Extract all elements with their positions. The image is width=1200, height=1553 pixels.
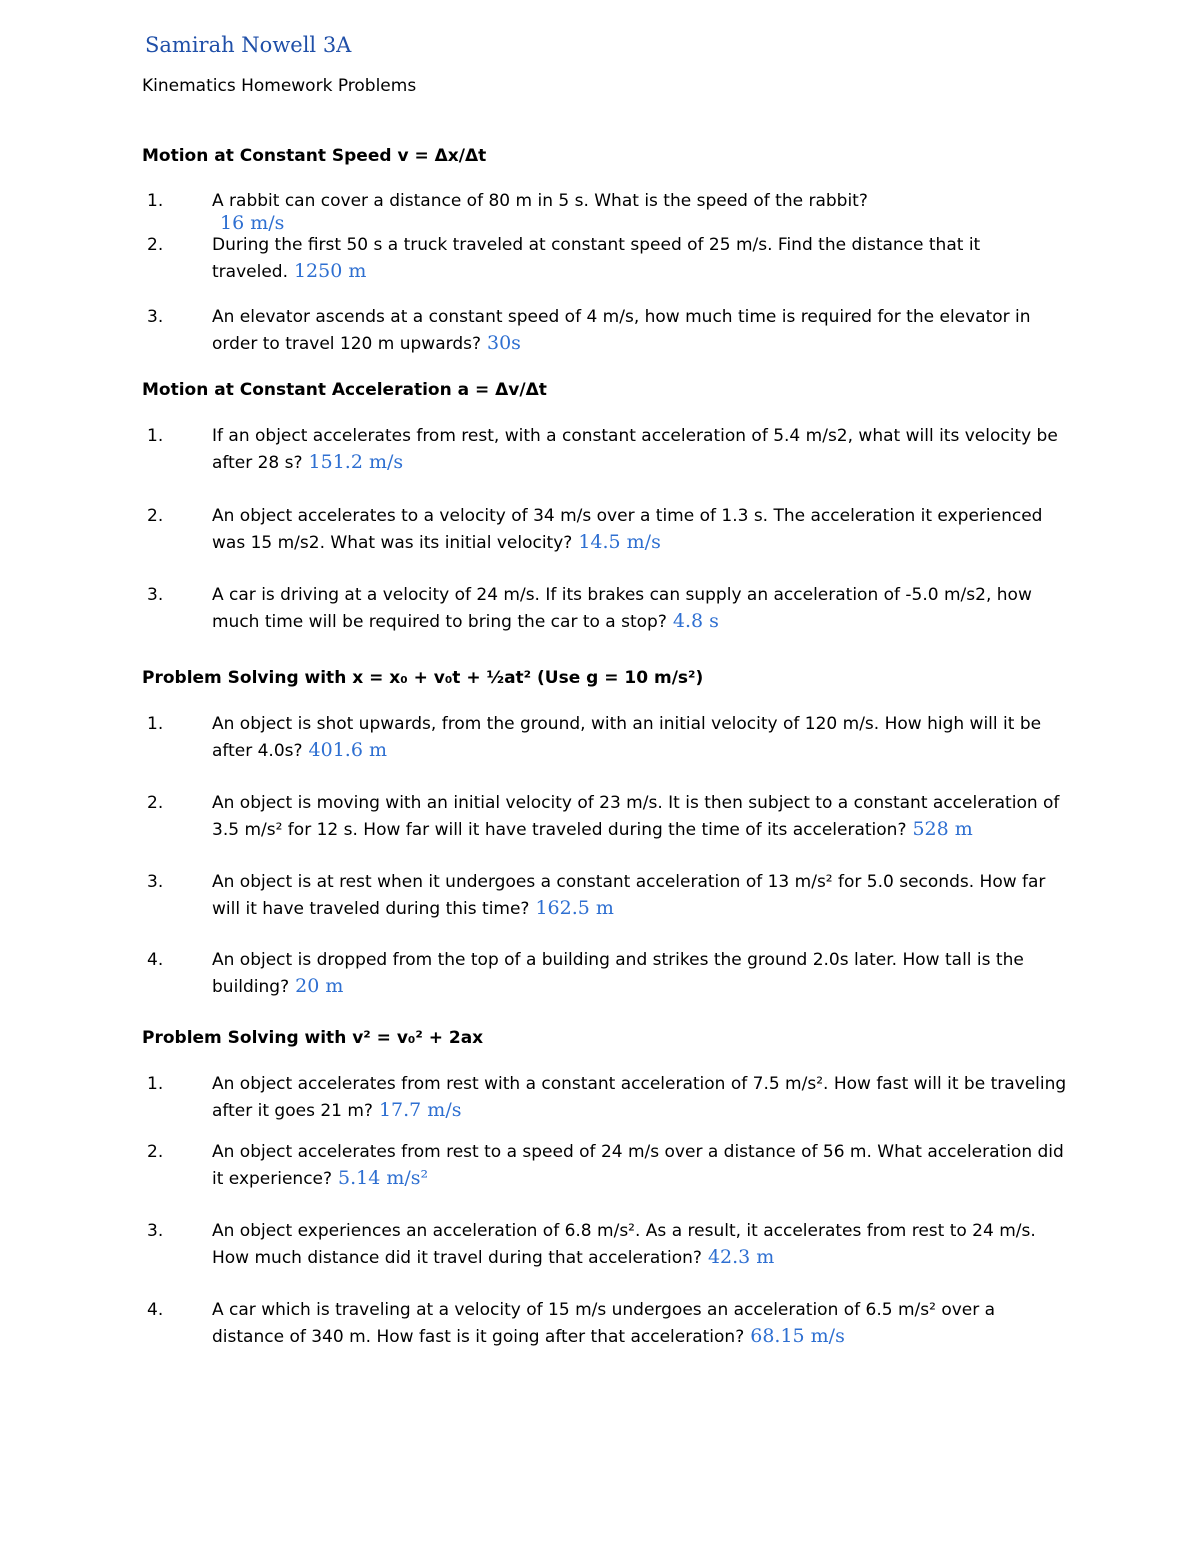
problem-text: An object accelerates from rest to a speed of 24 m/s over a distance of 56 m. What acceleration did it experience? <box>212 1142 1064 1189</box>
problem-number: 1. <box>147 426 164 446</box>
problem-text: An elevator ascends at a constant speed of 4 m/s, how much time is required for the elevator in order to travel 120 m upwards? <box>212 307 1031 354</box>
problem-text: A rabbit can cover a distance of 80 m in 5 s. What is the speed of the rabbit? <box>212 191 868 211</box>
handwritten-answer: 17.7 m/s <box>378 1099 462 1121</box>
section-heading-velocity-squared-equation: Problem Solving with v² = v₀² + 2ax <box>142 1028 484 1048</box>
handwritten-answer: 401.6 m <box>308 739 387 761</box>
problem-text: A car is driving at a velocity of 24 m/s. If its brakes can supply an acceleration of -5.0 m/s2, how much time will be required to bring the car to a stop? <box>212 585 1032 632</box>
problem-text: An object experiences an acceleration of 6.8 m/s². As a result, it accelerates from rest to 24 m/s. How much distance did it travel during that acceleration? <box>212 1221 1036 1268</box>
problem-text: An object is moving with an initial velocity of 23 m/s. It is then subject to a constant acceleration of 3.5 m/s² for 12 s. How far will it have traveled during the time of its acceleration? <box>212 793 1060 840</box>
handwritten-answer: 4.8 s <box>672 610 719 632</box>
handwritten-answer: 42.3 m <box>707 1246 775 1268</box>
problem-number: 3. <box>147 1221 164 1241</box>
problem-item <box>142 423 1072 476</box>
problem-text: An object accelerates from rest with a constant acceleration of 7.5 m/s². How fast will it be traveling after it goes 21 m? <box>212 1074 1067 1121</box>
problem-text: An object is at rest when it undergoes a constant acceleration of 13 m/s² for 5.0 seconds. How far will it have traveled during this time? <box>212 872 1046 919</box>
problem-number: 3. <box>147 307 164 327</box>
problem-text: During the first 50 s a truck traveled at constant speed of 25 m/s. Find the distance that it traveled. <box>212 235 981 282</box>
problem-number: 2. <box>147 506 164 526</box>
student-name: Samirah Nowell 3A <box>145 33 352 57</box>
problem-number: 2. <box>147 1142 164 1162</box>
problem-number: 4. <box>147 950 164 970</box>
handwritten-answer: 30s <box>487 332 521 354</box>
handwritten-answer: 162.5 m <box>535 897 614 919</box>
problem-item <box>142 947 1072 1000</box>
problem-item <box>142 1297 1072 1350</box>
problem-item <box>142 232 1072 285</box>
problem-item <box>142 1218 1072 1271</box>
handwritten-answer: 151.2 m/s <box>308 451 404 473</box>
handwritten-answer: 528 m <box>912 818 973 840</box>
handwritten-answer: 1250 m <box>293 260 367 282</box>
problem-number: 1. <box>147 714 164 734</box>
section-heading-constant-acceleration: Motion at Constant Acceleration a = Δv/Δt <box>142 380 547 400</box>
problem-text: An object accelerates to a velocity of 34 m/s over a time of 1.3 s. The acceleration it experienced was 15 m/s2. What was its initial velocity? <box>212 506 1043 553</box>
problem-text: An object is dropped from the top of a building and strikes the ground 2.0s later. How tall is the building? <box>212 950 1024 997</box>
problem-number: 1. <box>147 1074 164 1094</box>
handwritten-answer: 5.14 m/s² <box>338 1167 429 1189</box>
handwritten-answer: 68.15 m/s <box>750 1325 845 1347</box>
problem-number: 3. <box>147 872 164 892</box>
problem-number: 2. <box>147 793 164 813</box>
problem-item <box>142 711 1072 764</box>
problem-text: If an object accelerates from rest, with a constant acceleration of 5.4 m/s2, what will its velocity be after 28 s? <box>212 426 1058 473</box>
problem-number: 4. <box>147 1300 164 1320</box>
section-heading-constant-speed: Motion at Constant Speed v = Δx/Δt <box>142 146 487 166</box>
problem-text: An object is shot upwards, from the ground, with an initial velocity of 120 m/s. How high will it be after 4.0s? <box>212 714 1042 761</box>
problem-item <box>142 188 1072 214</box>
problem-item <box>142 304 1072 357</box>
problem-item <box>142 503 1072 556</box>
problem-number: 1. <box>147 191 164 211</box>
problem-text: A car which is traveling at a velocity of 15 m/s undergoes an acceleration of 6.5 m/s² over a distance of 340 m. How fast is it going after that acceleration? <box>212 1300 996 1347</box>
handwritten-answer: 14.5 m/s <box>578 531 661 553</box>
problem-number: 3. <box>147 585 164 605</box>
section-heading-position-equation: Problem Solving with x = x₀ + v₀t + ½at² (Use g = 10 m/s²) <box>142 668 704 688</box>
document-title: Kinematics Homework Problems <box>142 76 417 96</box>
handwritten-answer: 16 m/s <box>220 212 285 234</box>
problem-item <box>142 582 1072 635</box>
problem-number: 2. <box>147 235 164 255</box>
handwritten-answer: 20 m <box>295 975 344 997</box>
problem-item <box>142 869 1072 922</box>
problem-item <box>142 790 1072 843</box>
problem-item <box>142 1071 1072 1124</box>
problem-item <box>142 1139 1072 1192</box>
